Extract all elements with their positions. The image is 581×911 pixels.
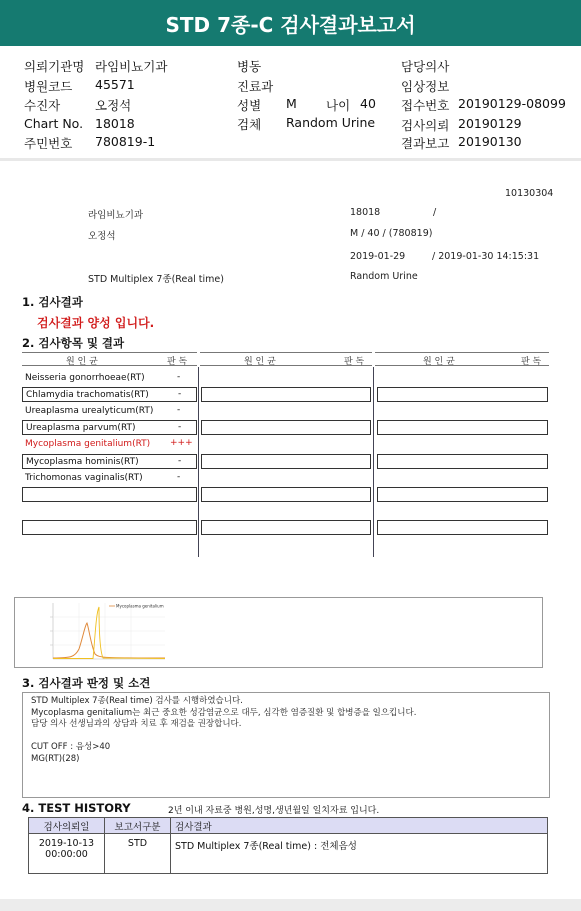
section1-title: 1. 검사결과	[22, 295, 83, 309]
column-divider	[198, 367, 199, 557]
amplification-graph-box	[14, 597, 543, 668]
doc-number: 10130304	[505, 188, 554, 199]
table-row-empty	[377, 387, 548, 402]
history-table	[28, 817, 548, 874]
id-label: 주민번호	[24, 136, 73, 151]
sex-value: M	[286, 96, 297, 111]
table-row-empty	[22, 520, 197, 535]
report-value: 20190130	[458, 134, 522, 149]
chart-label: Chart No.	[24, 116, 84, 131]
positive-result: 검사결과 양성 입니다.	[37, 316, 155, 330]
age-value: 40	[360, 96, 376, 111]
hospital-label: 의뢰기관명	[24, 59, 85, 74]
opinion-line: Mycoplasma genitalium는 최근 중요한 성감염균으로 대두, 심각한 염증질환 및 합병증을 일으킵니다.	[31, 707, 417, 718]
patient-label: 수진자	[24, 98, 61, 113]
col-header-2: 원 인 균 판 독	[200, 352, 372, 366]
report-date-result: / 2019-01-30 14:15:31	[432, 251, 540, 262]
report-test-name: STD Multiplex 7종(Real time)	[88, 274, 224, 285]
bottom-strip	[0, 899, 581, 911]
code-value: 45571	[95, 77, 135, 92]
legend-label: Mycoplasma genitalium	[116, 603, 164, 609]
receipt-label: 접수번호	[401, 98, 450, 113]
table-row: Neisseria gonorrhoeae(RT) -	[25, 372, 181, 383]
table-row-empty	[201, 487, 371, 502]
report-specimen: Random Urine	[350, 271, 418, 282]
report-title: STD 7종-C 검사결과보고서	[0, 0, 581, 46]
sex-label: 성별	[237, 98, 262, 113]
table-row-empty	[201, 387, 371, 402]
opinion-line: 담당 의사 선생님과의 상담과 치료 후 재검을 권장합니다.	[31, 719, 242, 729]
report-label: 결과보고	[401, 136, 450, 151]
column-divider	[373, 367, 374, 557]
chart-value: 18018	[95, 116, 135, 131]
report-chart: 18018	[350, 207, 381, 218]
specimen-value: Random Urine	[286, 115, 376, 130]
table-row: Mycoplasma hominis(RT) -	[22, 454, 197, 469]
age-label: 나이	[326, 98, 351, 113]
table-row-empty	[377, 487, 548, 502]
opinion-line	[31, 731, 541, 743]
table-row	[29, 834, 548, 874]
report-slash: /	[433, 207, 437, 218]
report-hospital: 라임비뇨기과	[88, 210, 144, 221]
specimen-label: 검체	[237, 117, 262, 132]
history-header-result: 검사결과	[171, 818, 548, 834]
report-patient: 오정석	[88, 231, 116, 242]
doctor-label: 담당의사	[401, 59, 450, 74]
table-row-empty	[201, 520, 371, 535]
patient-value: 오정석	[95, 98, 132, 113]
table-row-empty	[377, 420, 548, 435]
table-row-empty	[377, 520, 548, 535]
amplification-curve-chart	[29, 599, 169, 667]
history-result: STD Multiplex 7종(Real time) : 전체음성	[171, 834, 548, 874]
table-row-empty	[22, 487, 197, 502]
history-header-type: 보고서구분	[105, 818, 171, 834]
col-header-1: 원 인 균 판 독	[22, 352, 197, 366]
col-header-3: 원 인 균 판 독	[375, 352, 549, 366]
table-row-empty	[201, 420, 371, 435]
table-row-empty	[377, 454, 548, 469]
history-header-date: 검사의뢰일	[29, 818, 105, 834]
opinion-line: MG(RT)(28)	[31, 753, 80, 764]
opinion-line: STD Multiplex 7종(Real time) 검사를 시행하였습니다.	[31, 696, 243, 706]
table-row: Trichomonas vaginalis(RT) -	[25, 472, 181, 483]
code-label: 병원코드	[24, 79, 73, 94]
clinical-label: 임상정보	[401, 79, 450, 94]
history-date: 2019-10-13 00:00:00	[29, 834, 105, 874]
hospital-value: 라임비뇨기과	[95, 59, 168, 74]
request-label: 검사의뢰	[401, 118, 450, 133]
table-row-positive: Mycoplasma genitalium(RT) +++	[25, 438, 193, 449]
opinion-box	[22, 692, 550, 798]
table-row: Ureaplasma parvum(RT) -	[22, 420, 197, 435]
section2-title: 2. 검사항목 및 결과	[22, 336, 125, 350]
table-row-empty	[201, 454, 371, 469]
id-value: 780819-1	[95, 134, 156, 149]
header-separator	[0, 158, 581, 161]
table-row: Chlamydia trachomatis(RT) -	[22, 387, 197, 402]
section3-title: 3. 검사결과 판정 및 소견	[22, 676, 151, 690]
table-row: Ureaplasma urealyticum(RT) -	[25, 405, 181, 416]
opinion-line: CUT OFF : 음성>40	[31, 742, 111, 752]
history-note: 2년 이내 자료중 병원,성명,생년월일 일치자료 입니다.	[168, 806, 380, 816]
dept-label: 진료과	[237, 79, 274, 94]
report-sex-age: M / 40 / (780819)	[350, 228, 433, 239]
ward-label: 병동	[237, 59, 262, 74]
request-value: 20190129	[458, 116, 522, 131]
history-type: STD	[105, 834, 171, 874]
receipt-value: 20190129-08099	[458, 96, 566, 111]
report-date-request: 2019-01-29	[350, 251, 406, 262]
section4-title: 4. TEST HISTORY	[22, 801, 131, 815]
